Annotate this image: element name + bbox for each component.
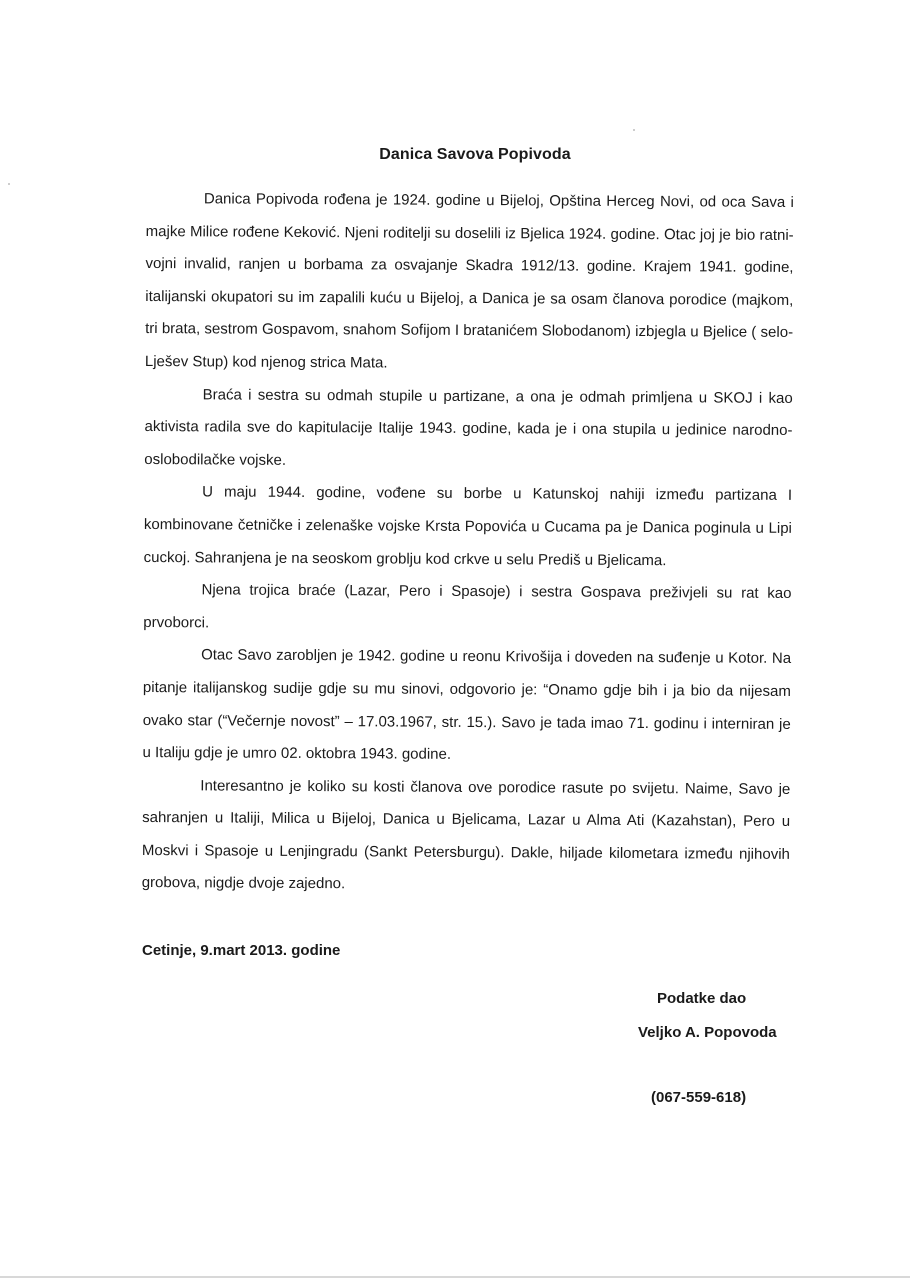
signature-name: Veljko A. Popovoda [638, 1024, 777, 1041]
paragraph-siblings: Njena trojica braće (Lazar, Pero i Spasoje) i sestra Gospava preživjeli su rat kao prvoborci. [143, 581, 792, 632]
scan-speck [633, 129, 635, 131]
document-body [142, 183, 794, 904]
scan-speck [8, 183, 10, 185]
paragraph-graves: Interesantno je koliko su kosti članova ove porodice rasute po svijetu. Naime, Savo je sahranjen u Italiji, Milica u Bijeloj, Danica u Bjelicama, Lazar u Alma Ati (Kazahstan), Pero u Moskvi i Spasoje u Lenjingradu (Sankt Petersburgu). Dakle, hiljade kilometara između njihovih grobova, nigdje dvoje zajedno. [141, 777, 791, 893]
signature-phone: (067-559-618) [651, 1089, 747, 1106]
signature-label: Podatke dao [657, 990, 747, 1007]
scan-bottom-edge [0, 1276, 910, 1278]
paragraph-father: Otac Savo zarobljen je 1942. godine u reonu Krivošija i doveden na suđenje u Kotor. Na pitanje italijanskog sudije gdje su mu sinovi, odgovorio je: “Onamo gdje bih i ja bio da nijesam ovako star (“Večernje novost” – 17.03.1967, str. 15.). Savo je tada imao 71. godinu i interniran je u Italiju gdje je umro 02. oktobra 1943. godine. [142, 646, 792, 763]
paragraph-partisans: Braća i sestra su odmah stupile u partizane, a ona je odmah primljena u SKOJ i kao aktivista radila sve do kapitulacije Italije 1943. godine, kada je i ona stupila u jedinice narodno-oslobodilačke vojske. [144, 385, 793, 469]
paragraph-death: U maju 1944. godine, vođene su borbe u Katunskoj nahiji između partizana I kombinovane četničke i zelenaške vojske Krsta Popovića u Cucama pa je Danica poginula u Lipi cuckoj. Sahranjena je na seoskom groblju kod crkve u selu Prediš u Bjelicama. [143, 483, 793, 569]
place-and-date: Cetinje, 9.mart 2013. godine [142, 942, 341, 959]
paragraph-birth-and-family: Danica Popivoda rođena je 1924. godine u Bijeloj, Opština Herceg Novi, od oca Sava i majke Milice rođene Keković. Njeni roditelji su doselili iz Bjelica 1924. godine. Otac joj je bio ratni-vojni invalid, ranjen u borbama za osvajanje Skadra 1912/13. godine. Krajem 1941. godine, italijanski okupatori su im zapalili kuću u Bijeloj, a Danica je sa osam članova porodice (majkom, tri brata, sestrom Gospavom, snahom Sofijom I bratanićem Slobodanom) izbjegla u Bjelice ( selo-Lješev Stup) kod njenog strica Mata. [144, 190, 794, 372]
document-title: Danica Savova Popivoda [379, 146, 571, 163]
